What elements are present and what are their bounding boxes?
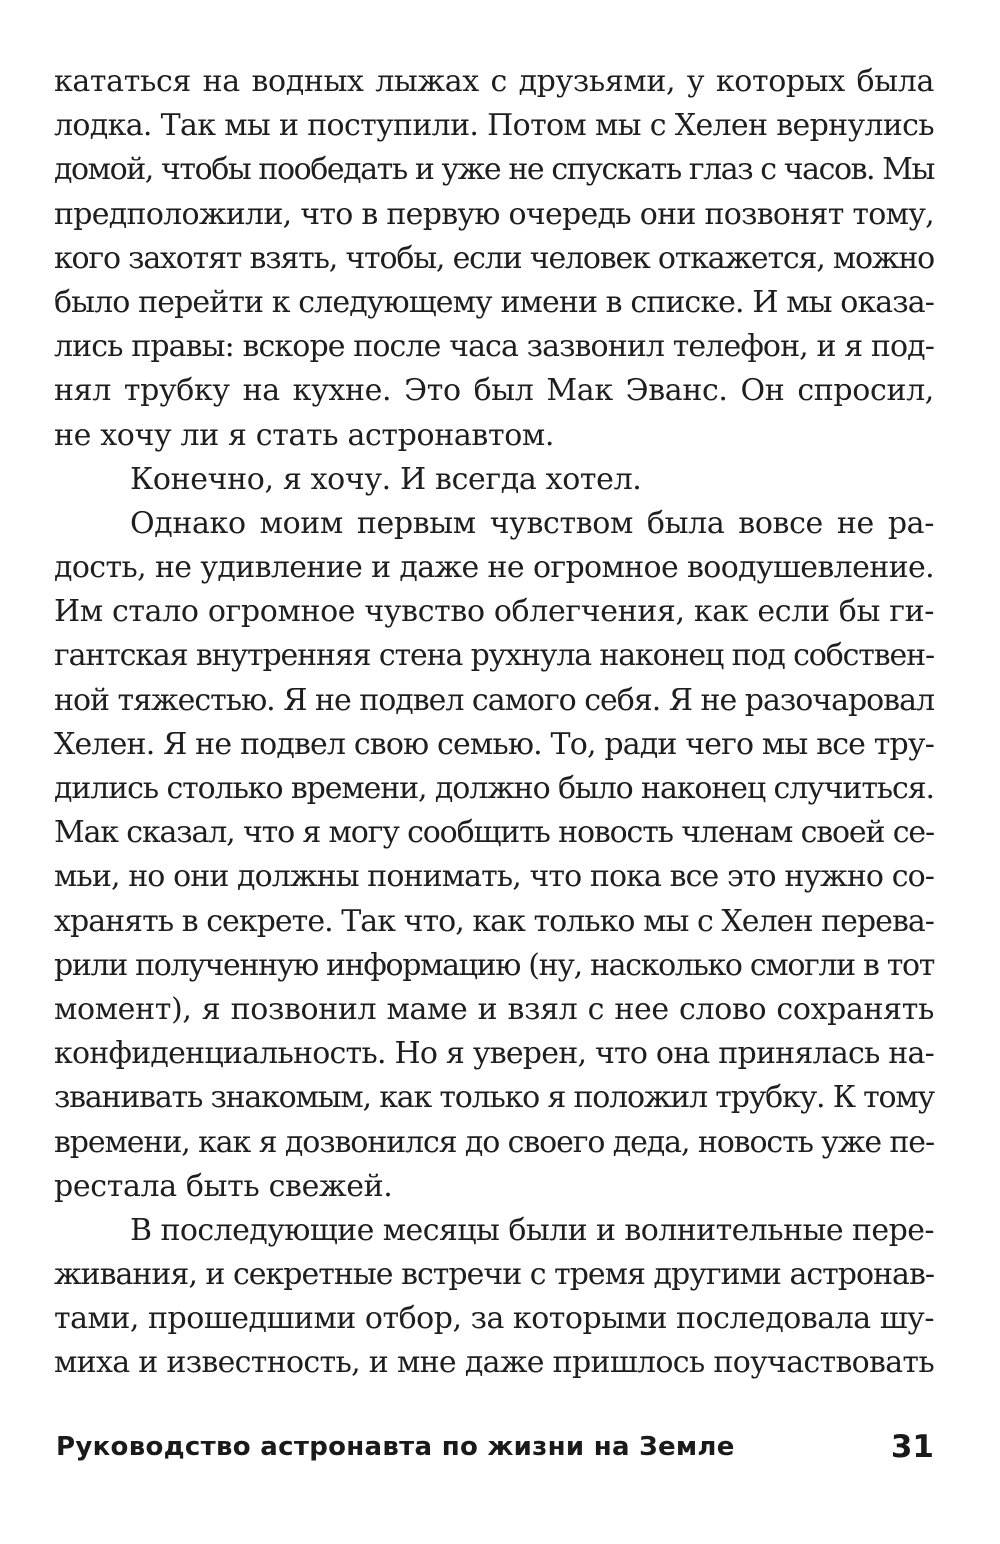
page-body [54,60,934,1386]
text-line: домой, чтобы пообедать и уже не спускать глаз с часов. Мы [54,152,934,188]
page-number: 31 [890,1429,934,1465]
text-line: кого захотят взять, чтобы, если человек откажется, можно [54,240,934,276]
text-line: предположили, что в первую очередь они позвонят тому, [54,196,934,232]
text-line: момент), я позвонил маме и взял с нее слово сохранять [54,991,934,1027]
text-line: конфиденциальность. Но я уверен, что она принялась на- [54,1036,934,1072]
text-line: рестала быть свежей. [54,1168,393,1204]
text-line: тами, прошедшими отбор, за которыми последовала шу- [54,1301,934,1337]
text-line: хранять в секрете. Так что, как только мы с Хелен перева- [54,903,934,939]
text-line: не хочу ли я стать астронавтом. [54,417,555,453]
text-line: миха и известность, и мне даже пришлось поучаствовать [54,1345,934,1381]
text-line: дились столько времени, должно было наконец случиться. [54,771,934,806]
paragraph-first-line: В последующие месяцы были и волнительные пере- [130,1212,934,1248]
text-line: было перейти к следующему имени в списке. И мы оказа- [54,284,934,320]
text-line: гантская внутренняя стена рухнула наконец под собствен- [54,638,934,674]
text-line: лись правы: вскоре после часа зазвонил телефон, и я под- [54,329,934,365]
text-line: Хелен. Я не подвел свою семью. То, ради чего мы все тру- [54,726,934,762]
text-line: Им стало огромное чувство облегчения, как если бы ги- [54,594,934,630]
text-line: живания, и секретные встречи с тремя другими астронав- [54,1257,934,1293]
paragraph-first-line: Однако моим первым чувством была вовсе не ра- [130,505,934,541]
text-line: дость, не удивление и даже не огромное воодушевление. [54,550,934,586]
text-line: кататься на водных лыжах с друзьями, у которых была [54,64,934,99]
text-line: званивать знакомым, как только я положил трубку. К тому [54,1080,934,1116]
text-line: нял трубку на кухне. Это был Мак Эванс. Он спросил, [54,373,934,409]
text-line: ной тяжестью. Я не подвел самого себя. Я не разочаровал [54,682,934,718]
paragraph-first-line: Конечно, я хочу. И всегда хотел. [130,461,642,497]
text-line: рили полученную информацию (ну, насколько смогли в тот [54,947,934,983]
text-line: времени, как я дозвонился до своего деда, новость уже пе- [54,1124,934,1160]
page-footer [56,1425,934,1469]
text-line: лодка. Так мы и поступили. Потом мы с Хелен вернулись [54,108,934,144]
running-footer-title: Руководство астронавта по жизни на Земле [56,1432,735,1462]
text-line: Мак сказал, что я могу сообщить новость членам своей се- [54,815,934,851]
text-line: мьи, но они должны понимать, что пока все это нужно со- [54,859,934,895]
